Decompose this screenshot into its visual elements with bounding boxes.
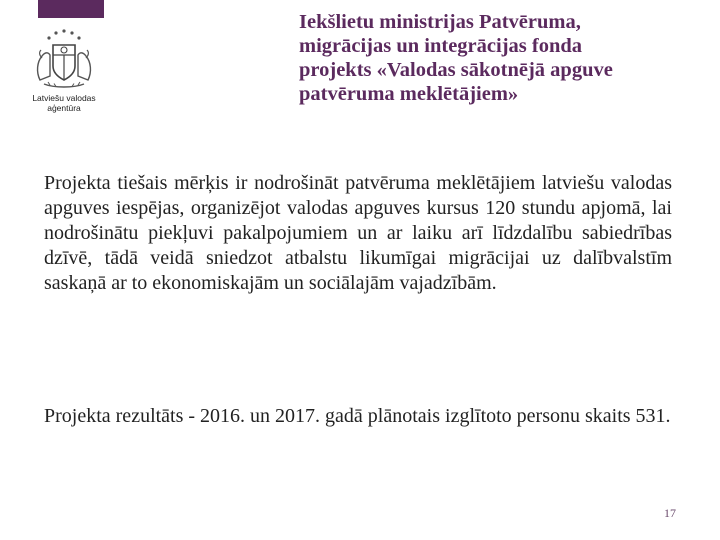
project-goal-paragraph: Projekta tiešais mērķis ir nodrošināt patvēruma meklētājiem latviešu valodas apguves iespējas, organizējot valodas apguves kursus 120 stundu apjomā, lai nodrošinātu piekļuvi pakalpojumiem un ar laiku arī līdzdalību sabiedrības dzīvē, tādā veidā sniedzot atbalstu likumīgai migrācijai uz dalībvalstīm saskaņā ar to ekonomiskajām un sociālajām vajadzībām. (44, 172, 672, 294)
accent-bar (38, 0, 104, 18)
title-line: migrācijas un integrācijas fonda (299, 35, 582, 57)
title-line: patvēruma meklētājiem» (299, 83, 519, 105)
logo-text-line2: aģentūra (47, 103, 81, 113)
title-line: projekts «Valodas sākotnējā apguve (299, 59, 613, 81)
agency-logo (26, 28, 102, 124)
logo-text (26, 93, 102, 113)
slide-title (299, 10, 699, 106)
title-line: Iekšlietu ministrijas Patvēruma, (299, 11, 581, 33)
logo-text-line1: Latviešu valodas (32, 93, 96, 103)
coat-of-arms-icon (26, 28, 102, 90)
project-result-paragraph: Projekta rezultāts - 2016. un 2017. gadā plānotais izglītoto personu skaits 531. (44, 405, 671, 427)
page-number: 17 (664, 506, 676, 520)
